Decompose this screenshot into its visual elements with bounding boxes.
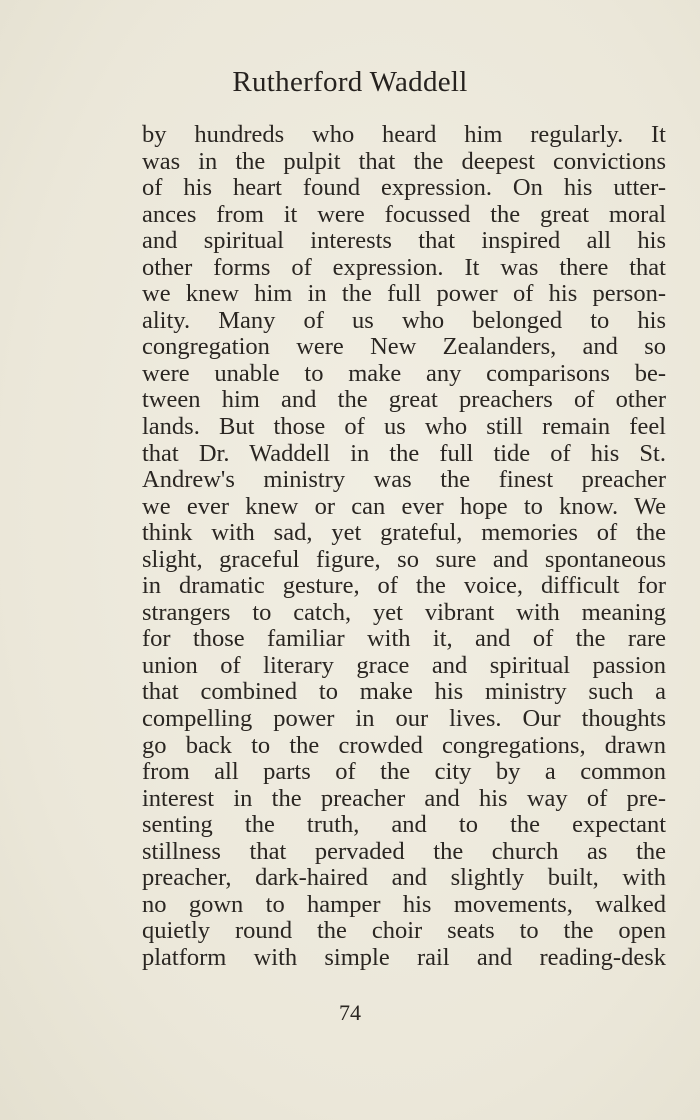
text-line: think with sad, yet grateful, memories of the xyxy=(142,520,666,547)
text-line: that combined to make his ministry such a xyxy=(142,679,666,706)
text-line: compelling power in our lives. Our thoughts xyxy=(142,706,666,733)
text-line: go back to the crowded congregations, drawn xyxy=(142,732,666,759)
text-line: no gown to hamper his movements, walked xyxy=(142,891,666,918)
text-line: and spiritual interests that inspired all his xyxy=(142,228,666,255)
text-line: platform with simple rail and reading-desk xyxy=(142,944,666,971)
text-line: preacher, dark-haired and slightly built, with xyxy=(142,865,666,892)
text-line: slight, graceful figure, so sure and spontaneous xyxy=(142,546,666,573)
text-line: quietly round the choir seats to the open xyxy=(142,918,666,945)
text-line: that Dr. Waddell in the full tide of his St. xyxy=(142,440,666,467)
text-line: tween him and the great preachers of other xyxy=(142,387,666,414)
text-line: ality. Many of us who belonged to his xyxy=(142,307,666,334)
text-line: for those familiar with it, and of the rare xyxy=(142,626,666,653)
text-line: from all parts of the city by a common xyxy=(142,759,666,786)
text-line: of his heart found expression. On his utter- xyxy=(142,175,666,202)
text-line: union of literary grace and spiritual passion xyxy=(142,652,666,679)
text-line: strangers to catch, yet vibrant with meaning xyxy=(142,599,666,626)
text-line: was in the pulpit that the deepest convictions xyxy=(142,148,666,175)
text-line: we ever knew or can ever hope to know. We xyxy=(142,493,666,520)
text-line: interest in the preacher and his way of pre- xyxy=(142,785,666,812)
text-line: congregation were New Zealanders, and so xyxy=(142,334,666,361)
running-head: Rutherford Waddell xyxy=(232,66,468,98)
page-number: 74 xyxy=(339,1000,361,1025)
text-line: by hundreds who heard him regularly. It xyxy=(142,122,666,148)
text-line: lands. But those of us who still remain feel xyxy=(142,414,666,441)
text-line: other forms of expression. It was there that xyxy=(142,254,666,281)
body-text xyxy=(142,122,666,972)
text-line: in dramatic gesture, of the voice, difficult for xyxy=(142,573,666,600)
text-line: we knew him in the full power of his person- xyxy=(142,281,666,308)
text-line: ances from it were focussed the great moral xyxy=(142,201,666,228)
text-line: senting the truth, and to the expectant xyxy=(142,812,666,839)
text-line: were unable to make any comparisons be- xyxy=(142,360,666,387)
text-line: stillness that pervaded the church as the xyxy=(142,838,666,865)
text-line: Andrew's ministry was the finest preacher xyxy=(142,467,666,494)
